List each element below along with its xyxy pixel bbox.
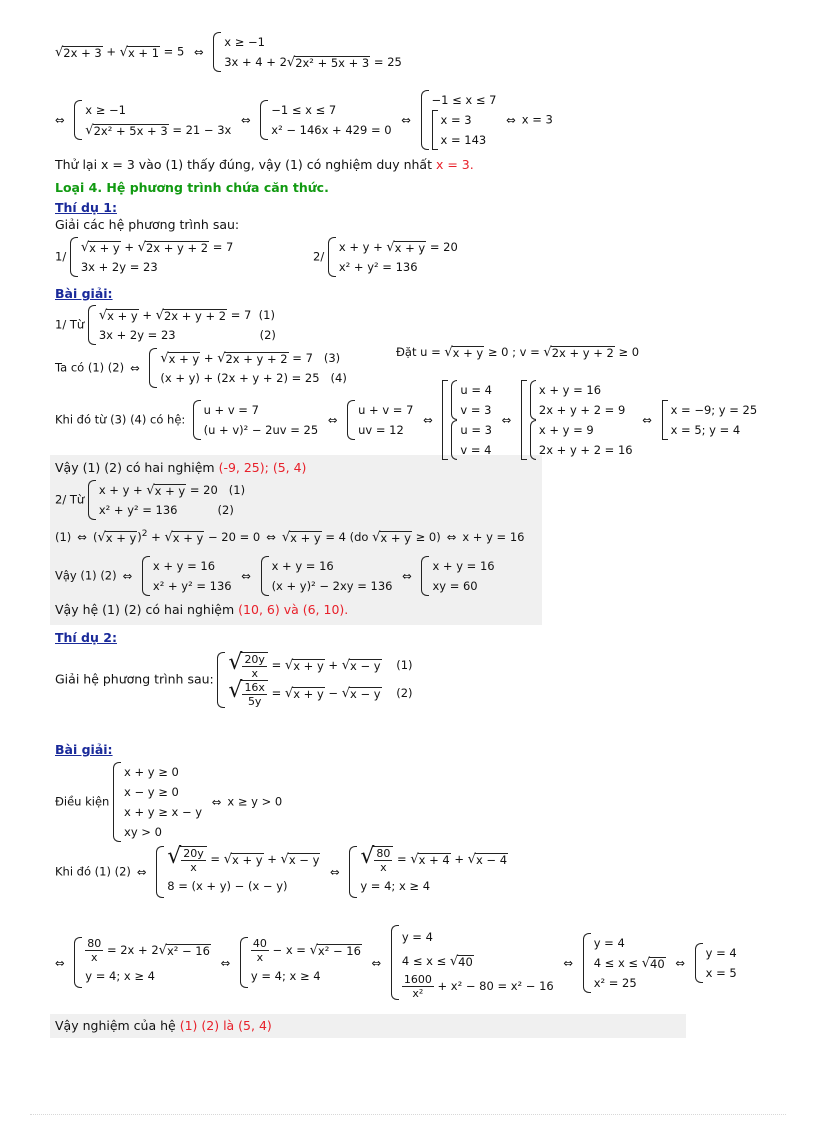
solution-1-step-3: Khi đó từ (3) (4) có hệ: u + v = 7 (u + v)² − 2uv = 25 ⇔ u + v = 7 uv = 12 ⇔ u = 4 v = 3 u = 3 v = 4 ⇔ x + y = 16 2x + y + 2 = 9 x + y = 9 2x + y + 2 = 16 ⇔ x = −9; y = 25 x = 5; y = 4 [55,380,757,460]
system: −1 ≤ x ≤ 7 x² − 146x + 429 = 0 [260,100,391,140]
example-2-title: Thí dụ 2: [55,630,117,645]
ex2-step-2: ⇔ $\frac{80}{x}$ = 2x + 2 √ x² − 16 y = 4; x ≥ 4 ⇔ $\frac{40}{x}$ − x = √ x² − 16 y = 4; x ≥ 4 ⇔ y = 4 4 ≤ x ≤ √ 40 $\frac{1600}{\text{x²}}$ + x² − 80 = x² − 16 ⇔ y = 4 4 ≤ x ≤ √ 40 x² = 25 ⇔ y = 4 x = 5 [55,925,737,1000]
example-2-system: Giải hệ phương trình sau: √ $\frac{20y}{x}$ = √ x + y + √ x − y (1) √ $\frac{16x}{5y}$ = √ x + y − √ x − y (2) [55,650,413,708]
bottom-divider [30,1114,786,1115]
solution-1-title: Bài giải: [55,286,113,301]
problem-1: 1/ √ x + y + √ 2x + y + 2 = 7 3x + 2y = 23 [55,237,233,277]
solution-2-step-2: (1) ⇔ ( √ x + y )$^2$ + √ x + y − 20 = 0 ⇔ √ x + y = 4 (do √ x + y ≥ 0) ⇔ x + y = 16 [55,529,525,545]
conditions: Điều kiện x + y ≥ 0 x − y ≥ 0 x + y ≥ x − y xy > 0 ⇔ x ≥ y > 0 [55,762,282,842]
system: x ≥ −1 3x + 4 + 2 √ 2x² + 5x + 3 = 25 [213,32,402,72]
eq-line-1: √ 2x + 3 + √ x + 1 = 5 ⇔ x ≥ −1 3x + 4 + 2 √ 2x² + 5x + 3 = 25 [55,32,402,72]
conclusion-2: Vậy hệ (1) (2) có hai nghiệm (10, 6) và (6, 10). [55,602,349,617]
conclusion-ex2: Vậy nghiệm của hệ (1) (2) là (5, 4) [55,1018,272,1033]
system: −1 ≤ x ≤ 7 x = 3 x = 143 [421,90,497,150]
solution-1-step-1: 1/ Từ √ x + y + √ 2x + y + 2 = 7 (1) 3x + 2y = 23 (2) [55,305,276,345]
solution-2-step-1: 2/ Từ x + y + √ x + y = 20 (1) x² + y² = 136 (2) [55,480,245,520]
solution-2-step-3: Vậy (1) (2) ⇔ x + y = 16 x² + y² = 136 ⇔ x + y = 16 (x + y)² − 2xy = 136 ⇔ x + y = 16 xy = 60 [55,556,495,596]
solution-1-step-2: Ta có (1) (2) ⇔ √ x + y + √ 2x + y + 2 = 7 (3) (x + y) + (2x + y + 2) = 25 (4) [55,348,347,388]
check-line: Thử lại x = 3 vào (1) thấy đúng, vậy (1) có nghiệm duy nhất x = 3. [55,157,474,172]
section-heading: Loại 4. Hệ phương trình chứa căn thức. [55,180,329,195]
solution-ex2-title: Bài giải: [55,742,113,757]
eq-line-2: ⇔ x ≥ −1 √ 2x² + 5x + 3 = 21 − 3x ⇔ −1 ≤ x ≤ 7 x² − 146x + 429 = 0 ⇔ −1 ≤ x ≤ 7 x = 3 x = 143 ⇔ x = 3 [55,90,553,150]
example-1-title: Thí dụ 1: [55,200,117,215]
conclusion-1: Vậy (1) (2) có hai nghiệm (-9, 25); (5, 4) [55,460,307,475]
substitution: Đặt u = √ x + y ≥ 0 ; v = √ 2x + y + 2 ≥ 0 [396,345,640,360]
sqrt: √ x + 1 [119,44,160,60]
system: x ≥ −1 √ 2x² + 5x + 3 = 21 − 3x [74,100,231,140]
sqrt: √ 2x + 3 [55,44,102,60]
ex2-step-1: Khi đó (1) (2) ⇔ √ $\frac{20y}{x}$ = √ x + y + √ x − y 8 = (x + y) − (x − y) ⇔ √ $\frac{80}{x}$ = √ x + 4 + √ x − 4 y = 4; x ≥ 4 [55,846,508,898]
example-1-intro: Giải các hệ phương trình sau: [55,217,240,232]
problem-2: 2/ x + y + √ x + y = 20 x² + y² = 136 [313,237,458,277]
